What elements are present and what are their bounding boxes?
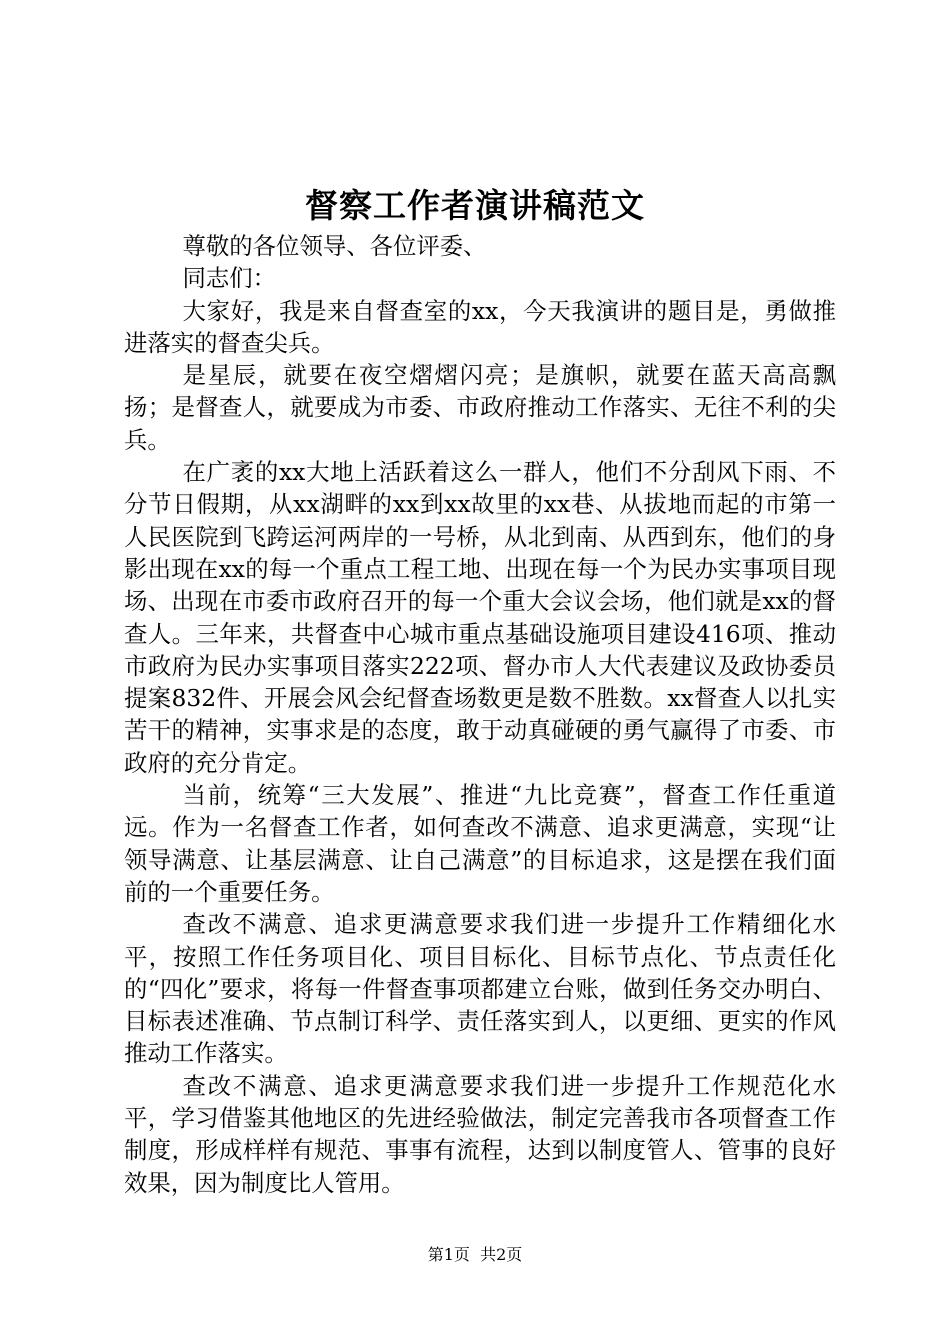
body-paragraph: 是星辰，就要在夜空熠熠闪亮；是旗帜，就要在蓝天高高飘扬；是督查人，就要成为市委、市政府推动工作落实、无往不利的尖兵。: [124, 361, 836, 454]
page-footer: [0, 1244, 950, 1266]
body-paragraph: 大家好，我是来自督查室的xx，今天我演讲的题目是，勇做推进落实的督查尖兵。: [124, 296, 836, 357]
salutation-line: 尊敬的各位领导、各位评委、: [182, 232, 487, 260]
body-paragraph: 在广袤的xx大地上活跃着这么一群人，他们不分刮风下雨、不分节日假期，从xx湖畔的xx到xx故里的xx巷、从拔地而起的市第一人民医院到飞跨运河两岸的一号桥，从北到南、从西到东，他们的身影出现在xx的每一个重点工程工地、出现在每一个为民办实事项目现场、出现在市委市政府召开的每一个重大会议会场，他们就是xx的督查人。三年来，共督查中心城市重点基础设施项目建设416项、推动市政府为民办实事项目落实222项、督办市人大代表建议及政协委员提案832件、开展会风会纪督查场数更是数不胜数。xx督查人以扎实苦干的精神，实事求是的态度，敢于动真碰硬的勇气赢得了市委、市政府的充分肯定。: [124, 458, 836, 777]
salutation-line: 同志们：: [182, 264, 277, 293]
body-paragraph: 当前，统筹“三大发展”、推进“九比竞赛”，督查工作任重道远。作为一名督查工作者，如何查改不满意、追求更满意，实现“让领导满意、让基层满意、让自己满意”的目标追求，这是摆在我们面前的一个重要任务。: [124, 781, 836, 906]
page-number: 第1页 共2页: [427, 1245, 523, 1264]
body-paragraph: 查改不满意、追求更满意要求我们进一步提升工作规范化水平，学习借鉴其他地区的先进经验做法，制定完善我市各项督查工作制度，形成样样有规范、事事有流程，达到以制度管人、管事的良好效果，因为制度比人管用。: [124, 1071, 836, 1197]
document-title: 督察工作者演讲稿范文: [305, 186, 645, 225]
body-paragraph: 查改不满意、追求更满意要求我们进一步提升工作精细化水平，按照工作任务项目化、项目目标化、目标节点化、节点责任化的“四化”要求，将每一件督查事项都建立台账，做到任务交办明白、目标表述准确、节点制订科学、责任落实到人，以更细、更实的作风推动工作落实。: [124, 910, 836, 1068]
document-body: [124, 230, 836, 1199]
